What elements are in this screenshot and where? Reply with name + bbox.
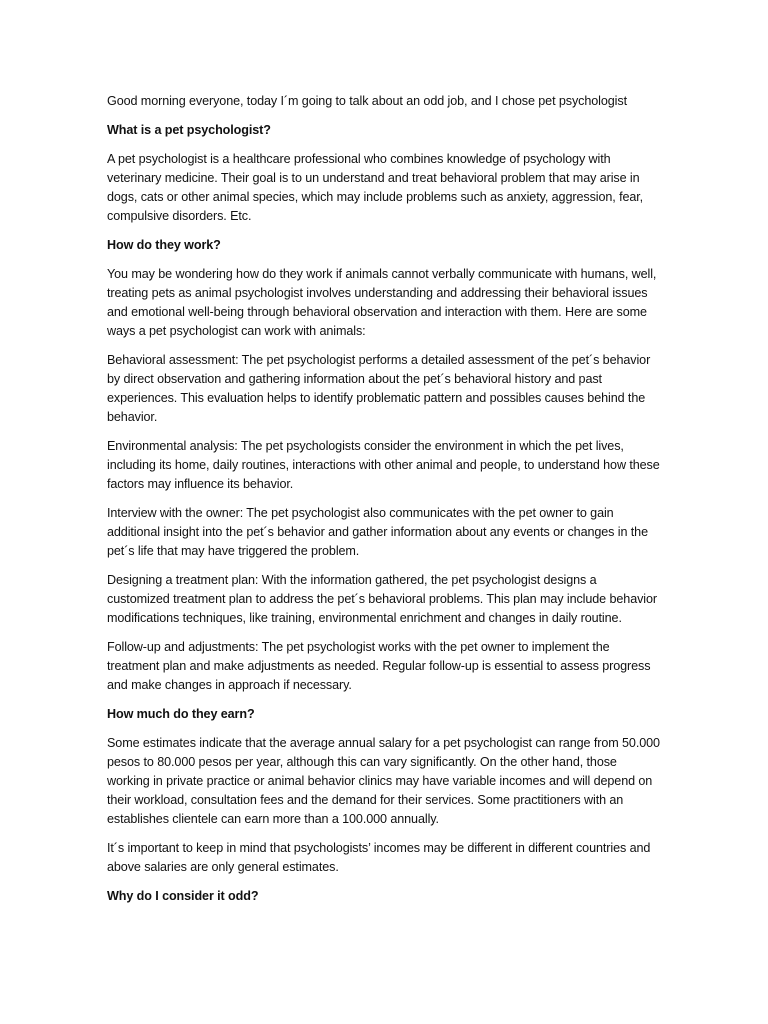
paragraph-treatment-plan: Designing a treatment plan: With the information gathered, the pet psychologist designs a customized treatment plan to address the pet´s behavioral problems. This plan may include behavior modifications techniques, like training, environmental enrichment and changes in daily routine. [107, 573, 657, 625]
paragraph-environmental-analysis: Environmental analysis: The pet psychologists consider the environment in which the pet lives, including its home, daily routines, interactions with other animal and people, to understand how these factors may influence its behavior. [107, 439, 660, 491]
section-heading-why-odd: Why do I consider it odd? [107, 889, 259, 903]
paragraph-salary-estimates: Some estimates indicate that the average annual salary for a pet psychologist can range from 50.000 pesos to 80.000 pesos per year, although this can vary significantly. On the other hand, those working in private practice or animal behavior clinics may have variable incomes and will depend on their workload, consultation fees and the demand for their services. Some practitioners with an establishes clientele can earn more than a 100.000 annually. [107, 736, 660, 826]
paragraph-behavioral-assessment: Behavioral assessment: The pet psychologist performs a detailed assessment of the pet´s behavior by direct observation and gathering information about the pet´s behavioral history and past experiences. This evaluation helps to identify problematic pattern and possibles causes behind the behavior. [107, 353, 651, 424]
paragraph-interview-owner: Interview with the owner: The pet psychologist also communicates with the pet owner to gain additional insight into the pet´s behavior and gather information about any events or changes in the pet´s life that may have triggered the problem. [107, 506, 648, 558]
paragraph-income-note: It´s important to keep in mind that psychologists’ incomes may be different in different countries and above salaries are only general estimates. [107, 841, 651, 874]
paragraph-follow-up: Follow-up and adjustments: The pet psychologist works with the pet owner to implement the treatment plan and make adjustments as needed. Regular follow-up is essential to assess progress and make changes in approach if necessary. [107, 640, 651, 692]
paragraph-how-they-work: You may be wondering how do they work if animals cannot verbally communicate with humans, well, treating pets as animal psychologist involves understanding and addressing their behavioral issues and emotional well-being through behavioral observation and interaction with them. Here are some ways a pet psychologist can work with animals: [107, 267, 657, 338]
document-page [107, 92, 660, 916]
section-heading-how-they-work: How do they work? [107, 238, 221, 252]
paragraph-definition: A pet psychologist is a healthcare professional who combines knowledge of psychology with veterinary medicine. Their goal is to un understand and treat behavioral problem that may arise in dogs, cats or other animal species, which may include problems such as anxiety, aggression, fear, compulsive disorders. Etc. [107, 152, 644, 223]
section-heading-earnings: How much do they earn? [107, 707, 255, 721]
intro-paragraph: Good morning everyone, today I´m going to talk about an odd job, and I chose pet psychologist [107, 94, 627, 108]
section-heading-what-is: What is a pet psychologist? [107, 123, 271, 137]
